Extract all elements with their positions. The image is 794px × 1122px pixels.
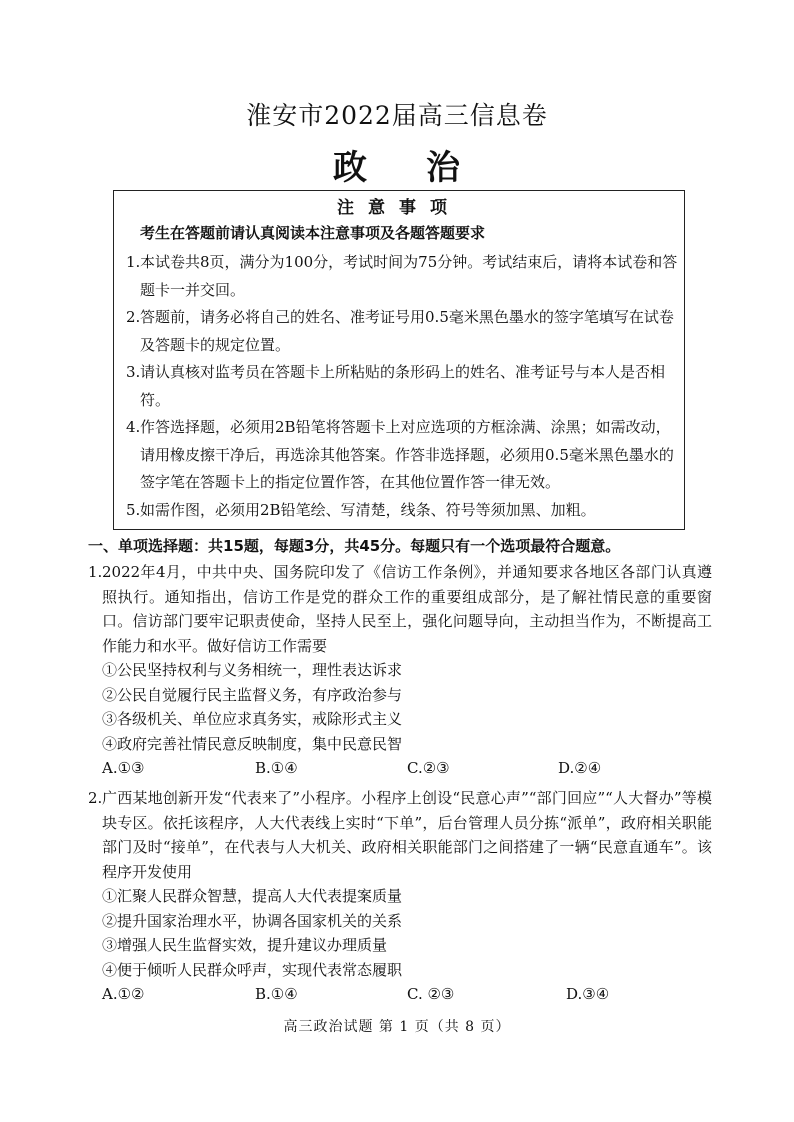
question-stem-row xyxy=(88,560,712,658)
answer-choices xyxy=(88,982,712,1007)
statement-option: ③增强人民生监督实效，提升建议办理质量 xyxy=(102,936,388,954)
question-2 xyxy=(88,786,712,1007)
notice-title: 注意事项 xyxy=(337,198,461,218)
answer-choice-b: B.①④ xyxy=(255,985,298,1003)
subject-char-right: 治 xyxy=(426,148,461,188)
question-stem-row xyxy=(88,786,712,884)
notice-item xyxy=(126,304,681,359)
statement-option: ④便于倾听人民群众呼声，实现代表常态履职 xyxy=(102,960,403,979)
notice-item-text: 本试卷共8页，满分为100分，考试时间为75分钟。考试结束后，请将本试卷和答题卡一并交回。 xyxy=(140,253,678,299)
answer-choices xyxy=(88,756,712,781)
notice-item-text: 请认真核对监考员在答题卡上所粘贴的条形码上的姓名、准考证号与本人是否相符。 xyxy=(140,363,666,409)
answer-choice-a: A.①③ xyxy=(102,759,145,777)
question-number: 2. xyxy=(88,789,103,807)
statement-option: ②公民自觉履行民主监督义务，有序政治参与 xyxy=(102,685,403,704)
question-stem: 2022年4月，中共中央、国务院印发了《信访工作条例》，并通知要求各地区各部门认真遵照执行。通知指出，信访工作是党的群众工作的重要组成部分，是了解社情民意的重要窗口。信访部门要牢记职责使命，坚持人民至上，强化问题导向，主动担当作为，不断提高工作能力和水平。做好信访工作需要 xyxy=(102,563,712,655)
answer-choice-c: C. ②③ xyxy=(407,985,455,1003)
answer-choice-d: D.②④ xyxy=(558,759,602,777)
answer-choice-a: A.①② xyxy=(102,985,145,1003)
notice-item-text: 如需作图，必须用2B铅笔绘、写清楚，线条、符号等须加黑、加粗。 xyxy=(140,500,596,519)
statement-option: ②提升国家治理水平，协调各国家机关的关系 xyxy=(102,911,403,930)
statement-option: ①公民坚持权利与义务相统一，理性表达诉求 xyxy=(102,661,403,679)
notice-item-number: 5. xyxy=(126,500,141,519)
notice-item xyxy=(126,359,681,414)
notice-item-number: 4. xyxy=(126,418,141,436)
page-footer: 高三政治试题 第 1 页（共 8 页） xyxy=(283,1019,511,1035)
question-stem: 广西某地创新开发“代表来了”小程序。小程序上创设“民意心声”“部门回应”“人大督办”等模块专区。依托该程序，人大代表线上实时“下单”，后台管理人员分拣“派单”，政府相关职能部门及时“接单”，在代表与人大机关、政府相关职能部门之间搭建了一辆“民意直通车”。该程序开发使用 xyxy=(102,789,712,881)
section-heading: 一、单项选择题：共15题，每题3分，共45分。每题只有一个选项最符合题意。 xyxy=(88,537,621,555)
subject-title xyxy=(0,140,794,189)
notice-item xyxy=(126,249,681,304)
notice-item-number: 3. xyxy=(126,363,141,381)
answer-choice-d: D.③④ xyxy=(566,985,610,1003)
subject-char-left: 政 xyxy=(333,148,368,188)
notice-item xyxy=(126,414,681,497)
statement-option: ①汇聚人民群众智慧，提高人大代表提案质量 xyxy=(102,887,403,905)
notice-item xyxy=(126,497,681,525)
question-1 xyxy=(88,560,712,781)
notice-item-text: 作答选择题，必须用2B铅笔将答题卡上对应选项的方框涂满、涂黑；如需改动，请用橡皮擦干净后，再选涂其他答案。作答非选择题，必须用0.5毫米黑色墨水的签字笔在答题卡上的指定位置作答，在其他位置作答一律无效。 xyxy=(140,418,674,491)
answer-choice-c: C.②③ xyxy=(407,759,450,777)
notice-list xyxy=(126,249,681,524)
answer-choice-b: B.①④ xyxy=(255,759,298,777)
notice-item-text: 答题前，请务必将自己的姓名、准考证号用0.5毫米黑色墨水的签字笔填写在试卷及答题卡的规定位置。 xyxy=(140,308,674,354)
exam-title: 淮安市2022届高三信息卷 xyxy=(246,101,548,130)
statement-option: ③各级机关、单位应求真务实，戒除形式主义 xyxy=(102,710,403,728)
notice-intro: 考生在答题前请认真阅读本注意事项及各题答题要求 xyxy=(140,224,486,242)
notice-box xyxy=(113,190,685,530)
notice-item-number: 1. xyxy=(126,253,141,271)
statement-option: ④政府完善社情民意反映制度，集中民意民智 xyxy=(102,734,403,753)
question-number: 1. xyxy=(88,563,103,581)
notice-item-number: 2. xyxy=(126,308,141,326)
